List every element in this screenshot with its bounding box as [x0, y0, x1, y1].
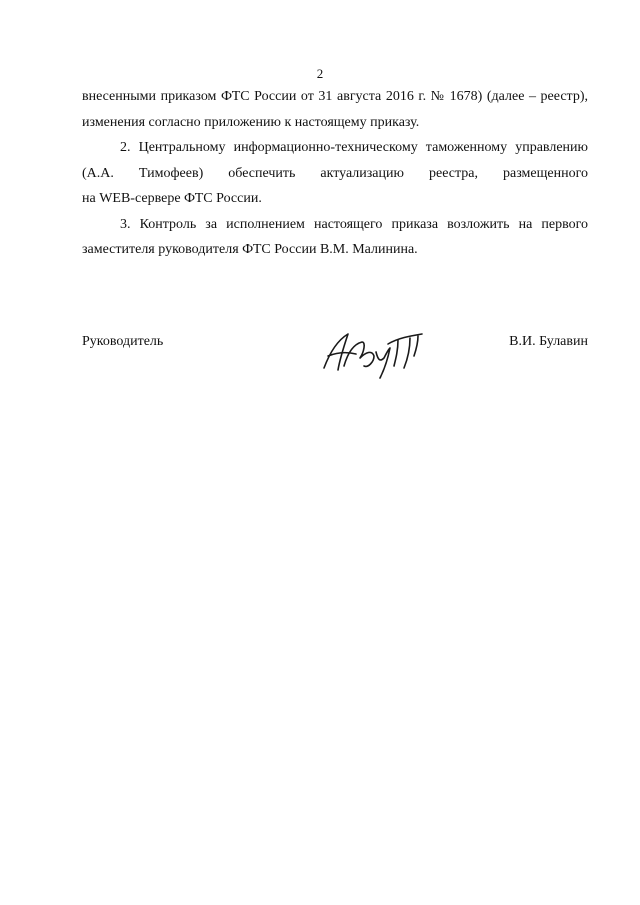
page-number: 2	[316, 66, 324, 81]
signatory-title: Руководитель	[82, 334, 164, 349]
text-line: на WEB-сервере ФТС России.	[82, 191, 262, 206]
signatory-name: В.И. Булавин	[509, 334, 588, 349]
text-line: 2. Центральному информационно-техническому таможенному управлению	[120, 140, 588, 155]
text-line: заместителя руководителя ФТС России В.М. Малинина.	[82, 242, 418, 257]
handwritten-signature	[318, 322, 436, 382]
text-line: внесенными приказом ФТС России от 31 августа 2016 г. № 1678) (далее – реестр),	[82, 89, 588, 104]
document-body	[82, 84, 588, 263]
paragraph-1	[82, 84, 588, 135]
signature-block	[82, 322, 588, 392]
text-line: изменения согласно приложению к настоящему приказу.	[82, 114, 420, 130]
paragraph-2	[82, 135, 588, 212]
paragraph-3	[82, 212, 588, 263]
text-line: (А.А. Тимофеев) обеспечить актуализацию реестра, размещенного	[82, 165, 588, 181]
text-line: 3. Контроль за исполнением настоящего приказа возложить на первого	[120, 216, 588, 232]
